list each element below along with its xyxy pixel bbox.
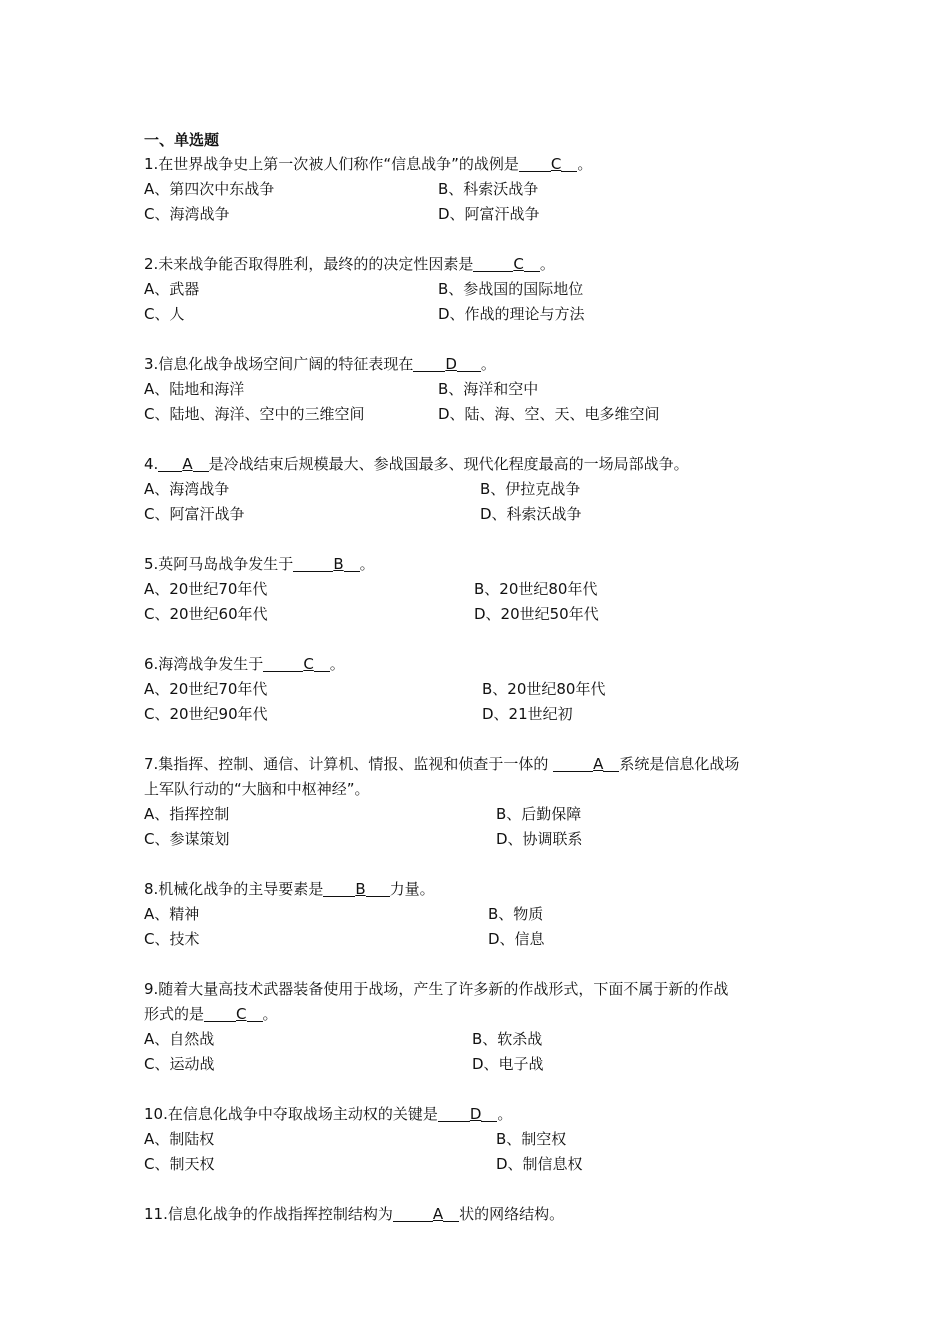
question-text xyxy=(144,877,824,902)
question-stem: 上军队行动的“大脑和中枢神经”。 xyxy=(144,780,370,798)
question-text xyxy=(144,352,824,377)
option-row xyxy=(144,177,824,202)
option-row xyxy=(144,902,824,927)
answer-blank xyxy=(438,1104,470,1122)
question-stem: 8.机械化战争的主导要素是 xyxy=(144,880,324,898)
option-item: D、作战的理论与方法 xyxy=(438,305,585,323)
answer-blank xyxy=(393,1204,433,1222)
question-text xyxy=(144,777,824,802)
option-item: D、电子战 xyxy=(472,1055,544,1073)
question-block xyxy=(144,252,824,327)
answer-blank xyxy=(443,1204,459,1222)
option-item: A、精神 xyxy=(144,905,200,923)
option-row xyxy=(144,277,824,302)
option-item: A、20世纪70年代 xyxy=(144,580,268,598)
spacer xyxy=(144,1177,824,1202)
option-item: C、制天权 xyxy=(144,1155,215,1173)
answer-blank xyxy=(263,654,303,672)
answer-blank xyxy=(457,354,481,372)
question-block xyxy=(144,552,824,627)
answer-letter: A xyxy=(182,455,193,473)
question-stem: 11.信息化战争的作战指挥控制结构为 xyxy=(144,1205,393,1223)
section-heading: 一、单选题 xyxy=(144,131,220,149)
option-item: A、武器 xyxy=(144,280,200,298)
spacer xyxy=(144,227,824,252)
answer-blank xyxy=(247,1004,263,1022)
question-stem: 3.信息化战争战场空间广阔的特征表现在 xyxy=(144,355,414,373)
answer-blank xyxy=(323,879,355,897)
question-text xyxy=(144,252,824,277)
option-row xyxy=(144,1127,824,1152)
question-stem: 7.集指挥、控制、通信、计算机、情报、监视和侦查于一体的 xyxy=(144,755,554,773)
answer-letter: D xyxy=(445,355,457,373)
option-item: A、自然战 xyxy=(144,1030,215,1048)
option-item: C、阿富汗战争 xyxy=(144,505,245,523)
option-item: D、阿富汗战争 xyxy=(438,205,540,223)
answer-blank xyxy=(204,1004,236,1022)
option-item: B、20世纪80年代 xyxy=(482,680,606,698)
option-item: B、伊拉克战争 xyxy=(480,480,581,498)
question-stem-end: 。 xyxy=(480,355,496,373)
question-stem: 4. xyxy=(144,455,159,473)
spacer xyxy=(144,527,824,552)
answer-letter: C xyxy=(303,655,314,673)
question-block xyxy=(144,452,824,527)
spacer xyxy=(144,327,824,352)
option-item: A、海湾战争 xyxy=(144,480,230,498)
question-block xyxy=(144,1102,824,1177)
option-row xyxy=(144,827,824,852)
option-item: B、参战国的国际地位 xyxy=(438,280,584,298)
question-list xyxy=(144,152,824,1227)
question-stem-end: 。 xyxy=(497,1105,513,1123)
question-stem-end: 。 xyxy=(329,655,345,673)
spacer xyxy=(144,427,824,452)
question-text xyxy=(144,1202,824,1227)
option-row xyxy=(144,1027,824,1052)
option-item: D、制信息权 xyxy=(496,1155,583,1173)
option-item: A、陆地和海洋 xyxy=(144,380,245,398)
option-item: B、后勤保障 xyxy=(496,805,582,823)
option-row xyxy=(144,602,824,627)
option-item: C、20世纪60年代 xyxy=(144,605,268,623)
option-item: B、制空权 xyxy=(496,1130,567,1148)
question-text xyxy=(144,752,824,777)
question-block xyxy=(144,877,824,952)
question-block xyxy=(144,652,824,727)
question-stem-end: 。 xyxy=(359,555,375,573)
option-row xyxy=(144,1052,824,1077)
option-item: B、物质 xyxy=(488,905,544,923)
question-block xyxy=(144,977,824,1077)
answer-blank xyxy=(158,454,182,472)
option-item: C、运动战 xyxy=(144,1055,215,1073)
answer-letter: C xyxy=(550,155,562,173)
answer-letter: A xyxy=(432,1205,444,1223)
answer-blank xyxy=(344,554,360,572)
question-block xyxy=(144,352,824,427)
option-row xyxy=(144,577,824,602)
option-row xyxy=(144,802,824,827)
spacer xyxy=(144,952,824,977)
question-stem-end: 力量。 xyxy=(389,880,435,898)
question-stem: 5.英阿马岛战争发生于 xyxy=(144,555,294,573)
option-row xyxy=(144,1152,824,1177)
answer-blank xyxy=(193,454,209,472)
answer-blank xyxy=(366,879,390,897)
option-item: B、软杀战 xyxy=(472,1030,543,1048)
question-stem: 6.海湾战争发生于 xyxy=(144,655,264,673)
answer-letter: D xyxy=(469,1105,482,1123)
option-item: C、参谋策划 xyxy=(144,830,230,848)
option-item: A、制陆权 xyxy=(144,1130,215,1148)
option-item: B、20世纪80年代 xyxy=(474,580,598,598)
question-stem-end: 状的网络结构。 xyxy=(459,1205,565,1223)
question-stem: 10.在信息化战争中夺取战场主动权的关键是 xyxy=(144,1105,438,1123)
question-stem: 1.在世界战争史上第一次被人们称作“信息战争”的战例是 xyxy=(144,155,519,173)
option-row xyxy=(144,377,824,402)
question-text xyxy=(144,977,824,1002)
question-block xyxy=(144,752,824,852)
question-stem: 9.随着大量高技术武器装备使用于战场，产生了许多新的作战形式，下面不属于新的作战 xyxy=(144,980,729,998)
option-item: D、信息 xyxy=(488,930,545,948)
option-item: D、20世纪50年代 xyxy=(474,605,599,623)
question-text xyxy=(144,452,824,477)
option-row xyxy=(144,702,824,727)
answer-letter: C xyxy=(513,255,524,273)
question-text xyxy=(144,652,824,677)
answer-blank xyxy=(561,154,577,172)
spacer xyxy=(144,852,824,877)
option-item: D、协调联系 xyxy=(496,830,583,848)
question-stem-end: 是冷战结束后规模最大、参战国最多、现代化程度最高的一场局部战争。 xyxy=(208,455,689,473)
option-item: C、陆地、海洋、空中的三维空间 xyxy=(144,405,365,423)
question-block xyxy=(144,1202,824,1227)
question-text xyxy=(144,1102,824,1127)
option-item: D、陆、海、空、天、电多维空间 xyxy=(438,405,660,423)
question-text xyxy=(144,1002,824,1027)
spacer xyxy=(144,627,824,652)
document-page xyxy=(144,128,824,1227)
answer-blank xyxy=(413,354,445,372)
question-text xyxy=(144,552,824,577)
option-row xyxy=(144,477,824,502)
option-row xyxy=(144,202,824,227)
answer-blank xyxy=(553,754,593,772)
option-item: B、海洋和空中 xyxy=(438,380,539,398)
option-item: A、第四次中东战争 xyxy=(144,180,275,198)
question-stem-end: 系统是信息化战场 xyxy=(619,755,740,773)
answer-blank xyxy=(524,254,540,272)
question-block xyxy=(144,152,824,227)
question-stem: 2.未来战争能否取得胜利，最终的的决定性因素是 xyxy=(144,255,474,273)
answer-letter: B xyxy=(333,555,344,573)
answer-blank xyxy=(473,254,513,272)
option-row xyxy=(144,502,824,527)
question-stem-end: 。 xyxy=(577,155,593,173)
answer-blank xyxy=(314,654,330,672)
answer-blank xyxy=(603,754,619,772)
option-item: D、21世纪初 xyxy=(482,705,573,723)
option-item: C、20世纪90年代 xyxy=(144,705,268,723)
option-row xyxy=(144,927,824,952)
option-item: C、人 xyxy=(144,305,185,323)
option-item: A、指挥控制 xyxy=(144,805,230,823)
option-row xyxy=(144,302,824,327)
option-item: C、技术 xyxy=(144,930,200,948)
answer-letter: B xyxy=(355,880,366,898)
question-stem-end: 。 xyxy=(262,1005,278,1023)
question-stem-end: 。 xyxy=(539,255,555,273)
answer-blank xyxy=(519,154,551,172)
question-text xyxy=(144,152,824,177)
option-row xyxy=(144,677,824,702)
spacer xyxy=(144,727,824,752)
answer-blank xyxy=(293,554,333,572)
option-item: D、科索沃战争 xyxy=(480,505,582,523)
option-item: C、海湾战争 xyxy=(144,205,230,223)
answer-letter: C xyxy=(236,1005,247,1023)
spacer xyxy=(144,1077,824,1102)
question-stem: 形式的是 xyxy=(144,1005,205,1023)
option-item: A、20世纪70年代 xyxy=(144,680,268,698)
option-row xyxy=(144,402,824,427)
answer-blank xyxy=(481,1104,497,1122)
option-item: B、科索沃战争 xyxy=(438,180,539,198)
answer-letter: A xyxy=(593,755,604,773)
